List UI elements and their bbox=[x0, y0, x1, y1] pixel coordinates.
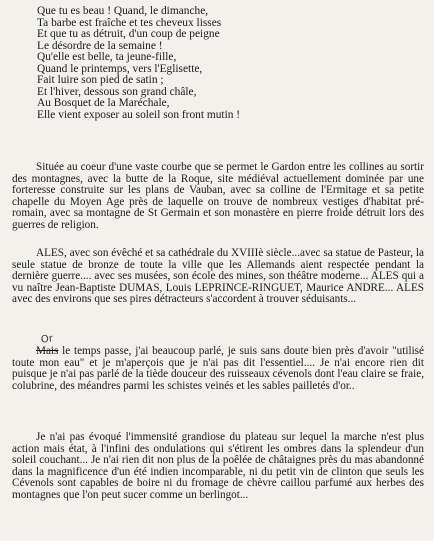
paragraph-time-passes bbox=[12, 346, 424, 392]
poem-line: Qu'elle est belle, ta jeune-fille, bbox=[37, 51, 177, 64]
paragraph-text: Située au coeur d'une vaste courbe que se permet le Gardon entre les collines au sortir des montagnes, avec la butte de la Roque, site médiéval actuellement dominée par une forteresse construite sur les plans de Vauban, avec sa colline de l'Ermitage et sa petite chapelle du Moyen Age près de laquelle on trouve de nombreux vestiges d'habitat pré-romain, avec sa montagne de St Germain et son monastère en pierre froide détruit lors des guerres de religion. bbox=[12, 161, 424, 231]
paragraph-text: ALES, avec son évêché et sa cathédrale du XVIIIè siècle...avec sa statue de Pasteur, la seule statue de bronze de toute la ville que les Allemands aient respectée pendant la dernière guerre.... avec ses musées, son école des mines, son théâtre moderne... ALES qui a vu naître Jean-Baptiste DUMAS, Louis LEPRINCE-RINGUET, Maurice ANDRE... ALES avec des environs que ses pires détracteurs s'accordent à trouver séduisants... bbox=[12, 247, 424, 306]
poem-line: Que tu es beau ! Quand, le dimanche, bbox=[37, 5, 209, 17]
handwritten-correction: Or bbox=[40, 333, 54, 346]
struck-word: Mais bbox=[36, 345, 59, 357]
poem-line: Au Bosquet de la Maréchale, bbox=[37, 97, 170, 110]
paragraph-text-rest: le temps passe, j'ai beaucoup parlé, je suis sans doute bien près d'avoir "utilisé toute mon eau" et je m'aperçois que je n'ai pas dit l'essentiel.... Je n'ai encore rien dit puisque je n'ai pas parlé de la tiède douceur des ruisseaux cévenols dont l'eau claire se fraie, colubrine, des méandres parmi les schistes veinés et les sables pailletés d'or.. bbox=[12, 345, 424, 392]
poem-line: Fait luire son pied de satin ; bbox=[37, 74, 164, 87]
paragraph-text bbox=[12, 346, 424, 392]
paragraph-plateau bbox=[12, 432, 424, 502]
paragraph-ales-monuments bbox=[12, 248, 424, 306]
paragraph-text: Je n'ai pas évoqué l'immensité grandiose du plateau sur lequel la marche n'est plus action mais état, à l'infini des ondulations qui s'étirent les ombres dans la splendeur d'un soleil couchant... Je n'ai rien dit non plus de la poêlée de châtaignes près du mas abandonné dans la magnificence d'un été indien incomparable, ni du petit vin de clinton que seuls les Cévenols sont capables de boire ni du fromage de chèvre caillou parfumé aux herbes des montagnes que l'on peut sucer comme un berlingot... bbox=[12, 431, 424, 501]
poem-stanza bbox=[37, 6, 407, 121]
poem-line: Quand le printemps, vers l'Eglisette, bbox=[37, 62, 203, 75]
paragraph-ales-location bbox=[12, 162, 424, 232]
poem-line: Ta barbe est fraîche et tes cheveux lisses bbox=[37, 16, 222, 29]
poem-line: Et l'hiver, dessous son grand châle, bbox=[37, 85, 197, 98]
poem-line: Elle vient exposer au soleil son front mutin ! bbox=[37, 108, 241, 121]
poem-line: Et que tu as détruit, d'un coup de peigne bbox=[37, 28, 220, 41]
poem-line: Le désordre de la semaine ! bbox=[37, 39, 163, 52]
